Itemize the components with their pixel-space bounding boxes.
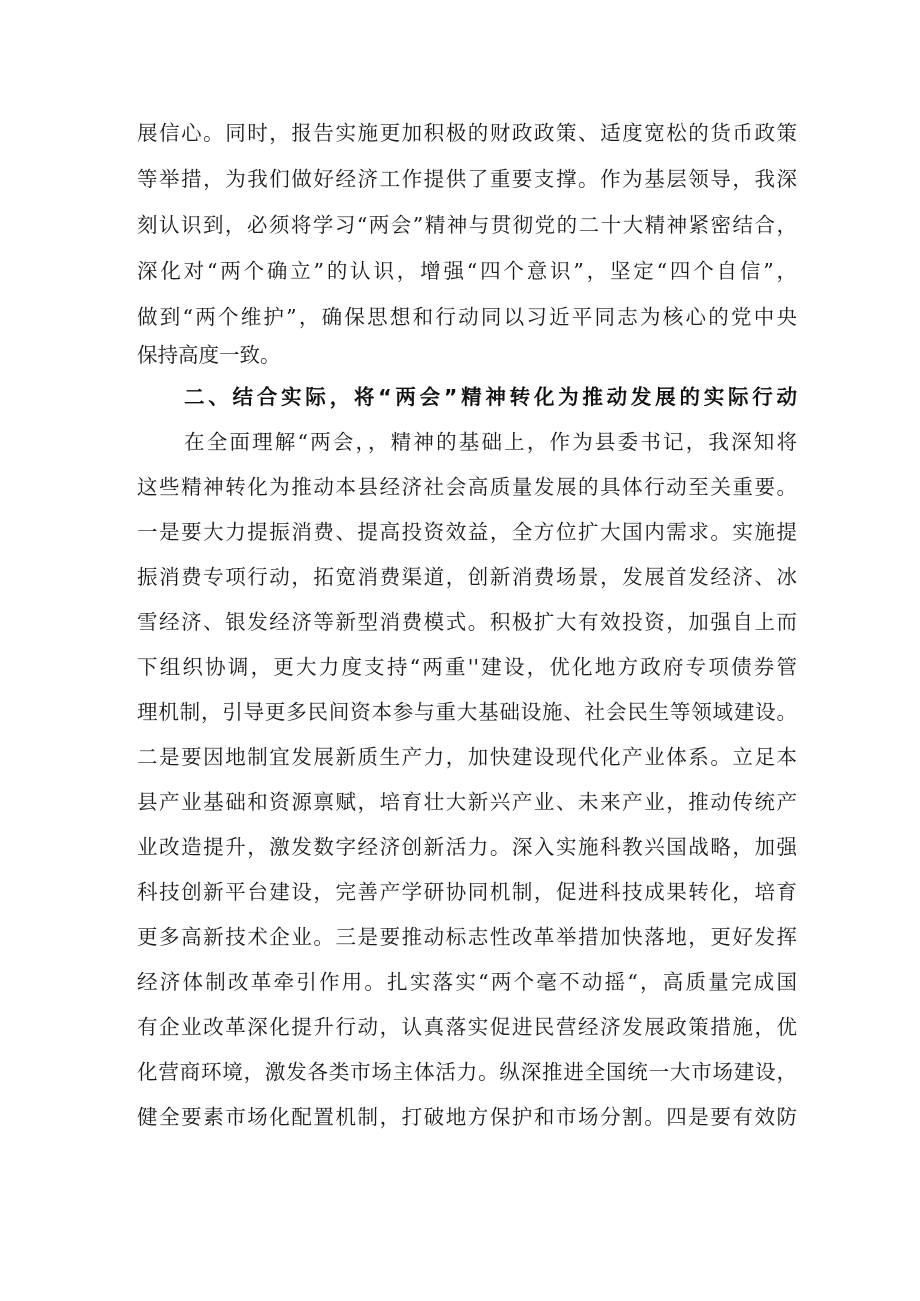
body-text-line: 在全面理解“两会，，精神的基础上，作为县委书记，我深知将 xyxy=(184,430,797,454)
body-text-line: 保持高度一致。 xyxy=(137,343,281,367)
body-text-line: 科技创新平台建设，完善产学研协同机制，促进科技成果转化，培育 xyxy=(137,880,797,904)
body-text-line: 展信心。同时，报告实施更加积极的财政政策、适度宽松的货币政策 xyxy=(137,121,797,145)
body-text-line: 深化对“两个确立”的认识，增强“四个意识”，坚定“四个自信”， xyxy=(137,259,797,283)
body-text-line: 二是要因地制宜发展新质生产力，加快建设现代化产业体系。立足本 xyxy=(137,745,797,769)
body-text-line: 化营商环境，激发各类市场主体活力。纵深推进全国统一大市场建设， xyxy=(137,1060,797,1084)
body-text-line: 下组织协调，更大力度支持“两重''建设，优化地方政府专项债券管 xyxy=(137,655,797,679)
body-text-line: 健全要素市场化配置机制，打破地方保护和市场分割。四是要有效防 xyxy=(137,1105,797,1129)
body-text-line: 业改造提升，激发数字经济创新活力。深入实施科教兴国战略，加强 xyxy=(137,835,797,859)
body-text-line: 振消费专项行动，拓宽消费渠道，创新消费场景，发展首发经济、冰 xyxy=(137,565,797,589)
body-text-line: 有企业改革深化提升行动，认真落实促进民营经济发展政策措施，优 xyxy=(137,1015,797,1039)
body-text-line: 刻认识到，必须将学习“两会”精神与贯彻党的二十大精神紧密结合， xyxy=(137,213,797,237)
body-text-line: 经济体制改革牵引作用。扎实落实“两个毫不动摇“，高质量完成国 xyxy=(137,970,797,994)
body-text-line: 一是要大力提振消费、提高投资效益，全方位扩大国内需求。实施提 xyxy=(137,520,797,544)
body-text-line: 理机制，引导更多民间资本参与重大基础设施、社会民生等领域建设。 xyxy=(137,700,797,724)
section-heading: 二、结合实际，将“两会”精神转化为推动发展的实际行动 xyxy=(184,385,797,409)
body-text-line: 更多高新技术企业。三是要推动标志性改革举措加快落地，更好发挥 xyxy=(137,925,797,949)
body-text-line: 雪经济、银发经济等新型消费模式。积极扩大有效投资，加强自上而 xyxy=(137,610,797,634)
body-text-line: 县产业基础和资源禀赋，培育壮大新兴产业、未来产业，推动传统产 xyxy=(137,790,797,814)
body-text-line: 这些精神转化为推动本县经济社会高质量发展的具体行动至关重要。 xyxy=(137,475,797,499)
body-text-line: 做到“两个维护”，确保思想和行动同以习近平同志为核心的党中央 xyxy=(137,305,797,329)
body-text-line: 等举措，为我们做好经济工作提供了重要支撑。作为基层领导，我深 xyxy=(137,167,797,191)
